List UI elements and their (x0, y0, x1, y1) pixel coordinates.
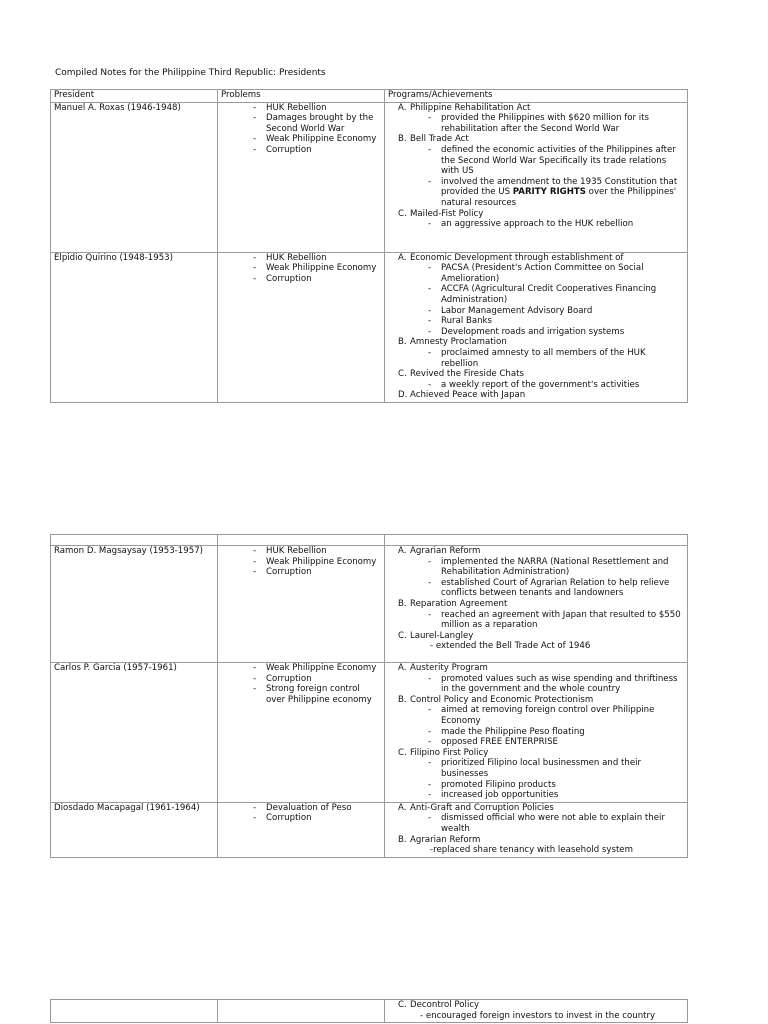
program-detail: - extended the Bell Trade Act of 1946 (430, 641, 591, 652)
problem-item: - Weak Philippine Economy (266, 663, 381, 674)
program-detail: - reached an agreement with Japan that resulted to $550 million as a reparation (441, 610, 684, 631)
program-heading: Decontrol Policy (410, 1000, 480, 1010)
program-heading: Austerity Program (410, 663, 488, 673)
problem-item: - Corruption (266, 813, 381, 824)
program-detail: - encouraged foreign investors to invest in the country (420, 1010, 656, 1021)
program-heading: Philippine Rehabilitation Act (410, 102, 531, 113)
program-heading: Laurel-Langley (410, 630, 474, 641)
programs-cell: A. Anti-Graft and Corruption Policies - dismissed official who were not able to explain their wealth B. Agrarian Reform -replaced share tenancy with leasehold system (385, 802, 688, 857)
problem-item: - HUK Rebellion (266, 253, 381, 264)
problem-item: - Weak Philippine Economy (266, 134, 381, 145)
program-detail: - dismissed official who were not able to explain their wealth (441, 813, 684, 834)
program-heading: Anti-Graft and Corruption Policies (410, 802, 554, 813)
problem-item: - Devaluation of Peso (266, 803, 381, 814)
header-president: President (51, 90, 218, 103)
problem-item: - Corruption (266, 274, 381, 285)
program-heading: Mailed-Fist Policy (410, 208, 484, 219)
programs-cell: C. Decontrol Policy - encouraged foreign investors to invest in the country (385, 1000, 688, 1023)
president-name: Elpidio Quirino (1948-1953) (51, 252, 218, 402)
table-row (51, 663, 688, 803)
problem-item: - HUK Rebellion (266, 546, 381, 557)
problems-cell (218, 102, 385, 252)
program-heading: Amnesty Proclamation (410, 337, 507, 348)
program-detail: - promoted Filipino products (441, 780, 684, 791)
table-row (51, 102, 688, 252)
president-name: Diosdado Macapagal (1961-1964) (51, 802, 218, 857)
president-name: Manuel A. Roxas (1946-1948) (51, 102, 218, 252)
problem-item: - Corruption (266, 567, 381, 578)
program-heading: Economic Development through establishment of (410, 252, 624, 263)
program-heading: Achieved Peace with Japan (410, 390, 526, 401)
program-detail: - implemented the NARRA (National Resettlement and Rehabilitation Administration) (441, 557, 684, 578)
problem-item: - Weak Philippine Economy (266, 263, 381, 274)
president-name: Ramon D. Magsaysay (1953-1957) (51, 546, 218, 663)
programs-cell: A. Philippine Rehabilitation Act - provided the Philippines with $620 million for its rehabilitation after the Second World War B. Bell Trade Act - defined the economic activities of the Philippines after the Second World War Specifically its trade relations with US - involved the amendment to the 1935 Constitution that provided the US PARITY RIGHTS over the Philippines' natural resources C. Mailed-Fist Policy - an aggressive approach to the HUK rebellion (385, 102, 688, 252)
program-detail: - promoted values such as wise spending and thriftiness in the government and the whole country (441, 674, 684, 695)
program-detail: - Labor Management Advisory Board (441, 306, 684, 317)
program-heading: Agrarian Reform (410, 546, 481, 556)
program-detail: - Rural Banks (441, 316, 684, 327)
program-detail: - PACSA (President's Action Committee on Social Amelioration) (441, 263, 684, 284)
table-row (51, 1000, 688, 1023)
table-row (51, 546, 688, 663)
programs-cell: A. Agrarian Reform - implemented the NARRA (National Resettlement and Rehabilitation Administration) - established Court of Agrarian Relation to help relieve conflicts between tenants and landowners B. Reparation Agreement - reached an agreement with Japan that resulted to $550 million as a reparation C. Laurel-Langley - extended the Bell Trade Act of 1946 (385, 546, 688, 663)
program-detail: - defined the economic activities of the Philippines after the Second World War Specifically its trade relations with US (441, 145, 684, 177)
program-detail: - opposed FREE ENTERPRISE (441, 737, 684, 748)
problem-item: - HUK Rebellion (266, 103, 381, 114)
program-detail: - established Court of Agrarian Relation to help relieve conflicts between tenants and landowners (441, 578, 684, 599)
problems-cell (218, 546, 385, 663)
programs-cell: A. Austerity Program - promoted values such as wise spending and thriftiness in the government and the whole country B. Control Policy and Economic Protectionism - aimed at removing foreign control over Philippine Economy - made the Philippine Peso floating - opposed FREE ENTERPRISE C. Filipino First Policy - prioritized Filipino local businessmen and their businesses - promoted Filipino products - increased job opportunities (385, 663, 688, 803)
presidents-table-2 (50, 534, 688, 858)
program-heading: Revived the Fireside Chats (410, 369, 524, 380)
header-problems: Problems (218, 90, 385, 103)
problem-item: - Corruption (266, 674, 381, 685)
problem-item: - Weak Philippine Economy (266, 557, 381, 568)
header-programs: Programs/Achievements (385, 90, 688, 103)
program-detail: -replaced share tenancy with leasehold system (430, 845, 633, 856)
table-row (51, 252, 688, 402)
program-detail: - involved the amendment to the 1935 Constitution that provided the US PARITY RIGHTS over the Philippines' natural resources (441, 177, 684, 209)
program-detail: - an aggressive approach to the HUK rebellion (441, 219, 684, 230)
parity-rights-bold: PARITY RIGHTS (512, 187, 586, 198)
program-heading: Bell Trade Act (410, 134, 469, 145)
problem-item: - Corruption (266, 145, 381, 156)
program-heading: Control Policy and Economic Protectionism (410, 694, 594, 705)
problem-item: - Strong foreign control over Philippine economy (266, 684, 381, 705)
program-detail: - ACCFA (Agricultural Credit Cooperatives Financing Administration) (441, 284, 684, 305)
program-heading: Agrarian Reform (410, 834, 481, 845)
problems-cell (218, 663, 385, 803)
program-detail: - aimed at removing foreign control over Philippine Economy (441, 705, 684, 726)
program-detail: - proclaimed amnesty to all members of the HUK rebellion (441, 348, 684, 369)
program-detail: - made the Philippine Peso floating (441, 727, 684, 738)
program-heading: Filipino First Policy (410, 747, 489, 758)
program-detail: - increased job opportunities (441, 790, 684, 801)
problems-cell (218, 802, 385, 857)
program-detail: - Development roads and irrigation systems (441, 327, 684, 338)
problem-item: - Damages brought by the Second World War (266, 113, 381, 134)
program-detail: - prioritized Filipino local businessmen and their businesses (441, 758, 684, 779)
programs-cell: A. Economic Development through establishment of - PACSA (President's Action Committee on Social Amelioration) - ACCFA (Agricultural Credit Cooperatives Financing Administration) - Labor Management Advisory Board - Rural Banks - Development roads and irrigation systems B. Amnesty Proclamation - proclaimed amnesty to all members of the HUK rebellion C. Revived the Fireside Chats - a weekly report of the government's activities D. Achieved Peace with Japan (385, 252, 688, 402)
president-name: Carlos P. Garcia (1957-1961) (51, 663, 218, 803)
presidents-table-3 (50, 999, 688, 1023)
program-heading: Reparation Agreement (410, 598, 508, 609)
presidents-table-1 (50, 89, 688, 403)
header-row (51, 90, 688, 103)
table-row (51, 802, 688, 857)
document-title: Compiled Notes for the Philippine Third Republic: Presidents (55, 68, 326, 78)
program-detail: - a weekly report of the government's activities (441, 380, 684, 391)
program-detail: - provided the Philippines with $620 million for its rehabilitation after the Second World War (441, 113, 684, 134)
problems-cell (218, 252, 385, 402)
empty-header-row (51, 535, 688, 546)
